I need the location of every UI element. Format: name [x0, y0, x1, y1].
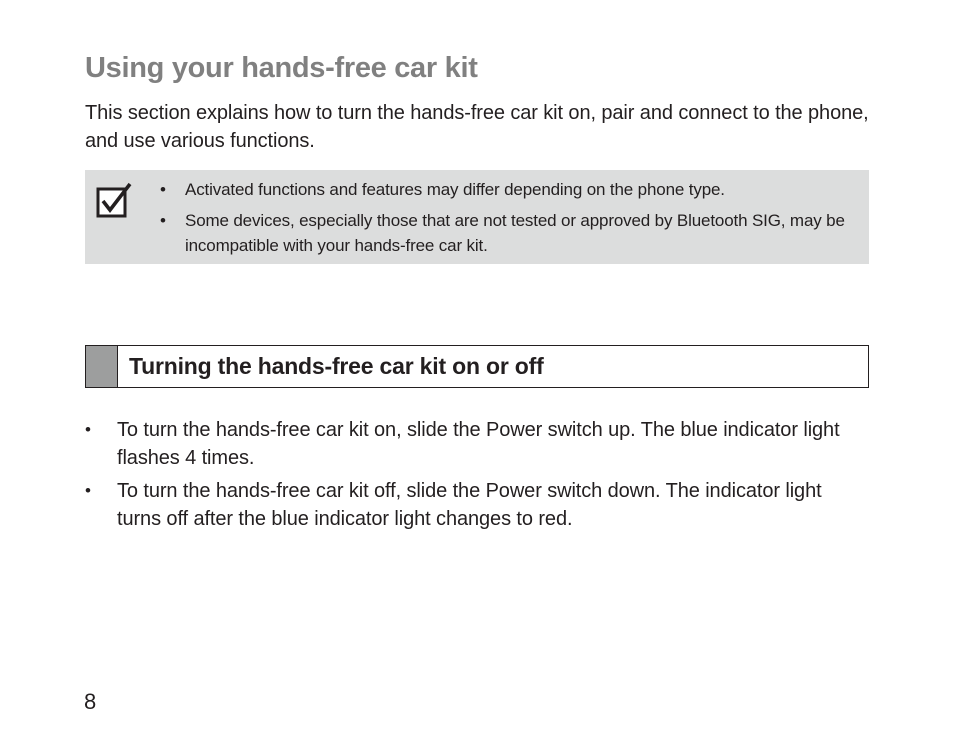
note-list — [185, 177, 860, 264]
section-title: Turning the hands-free car kit on or off — [129, 353, 544, 379]
instruction-item: • To turn the hands-free car kit off, slide the Power switch down. The indicator light turns off after the blue indicator light changes to red. — [117, 477, 867, 533]
section-marker — [86, 346, 118, 387]
intro-paragraph: This section explains how to turn the hands-free car kit on, pair and connect to the phone, and use various functions. — [85, 102, 869, 152]
page-number: 8 — [84, 689, 97, 714]
instruction-item: • To turn the hands-free car kit on, slide the Power switch up. The blue indicator light flashes 4 times. — [117, 416, 867, 472]
checkbox-check-icon — [96, 182, 132, 218]
note-item: • Activated functions and features may differ depending on the phone type. — [185, 177, 860, 202]
note-item: • Some devices, especially those that are not tested or approved by Bluetooth SIG, may be incompatible with your hands-free car kit. — [185, 208, 860, 258]
section-heading-bar — [85, 345, 869, 388]
page-title: Using your hands-free car kit — [85, 52, 478, 84]
instruction-list — [117, 416, 867, 538]
note-box — [85, 170, 869, 264]
